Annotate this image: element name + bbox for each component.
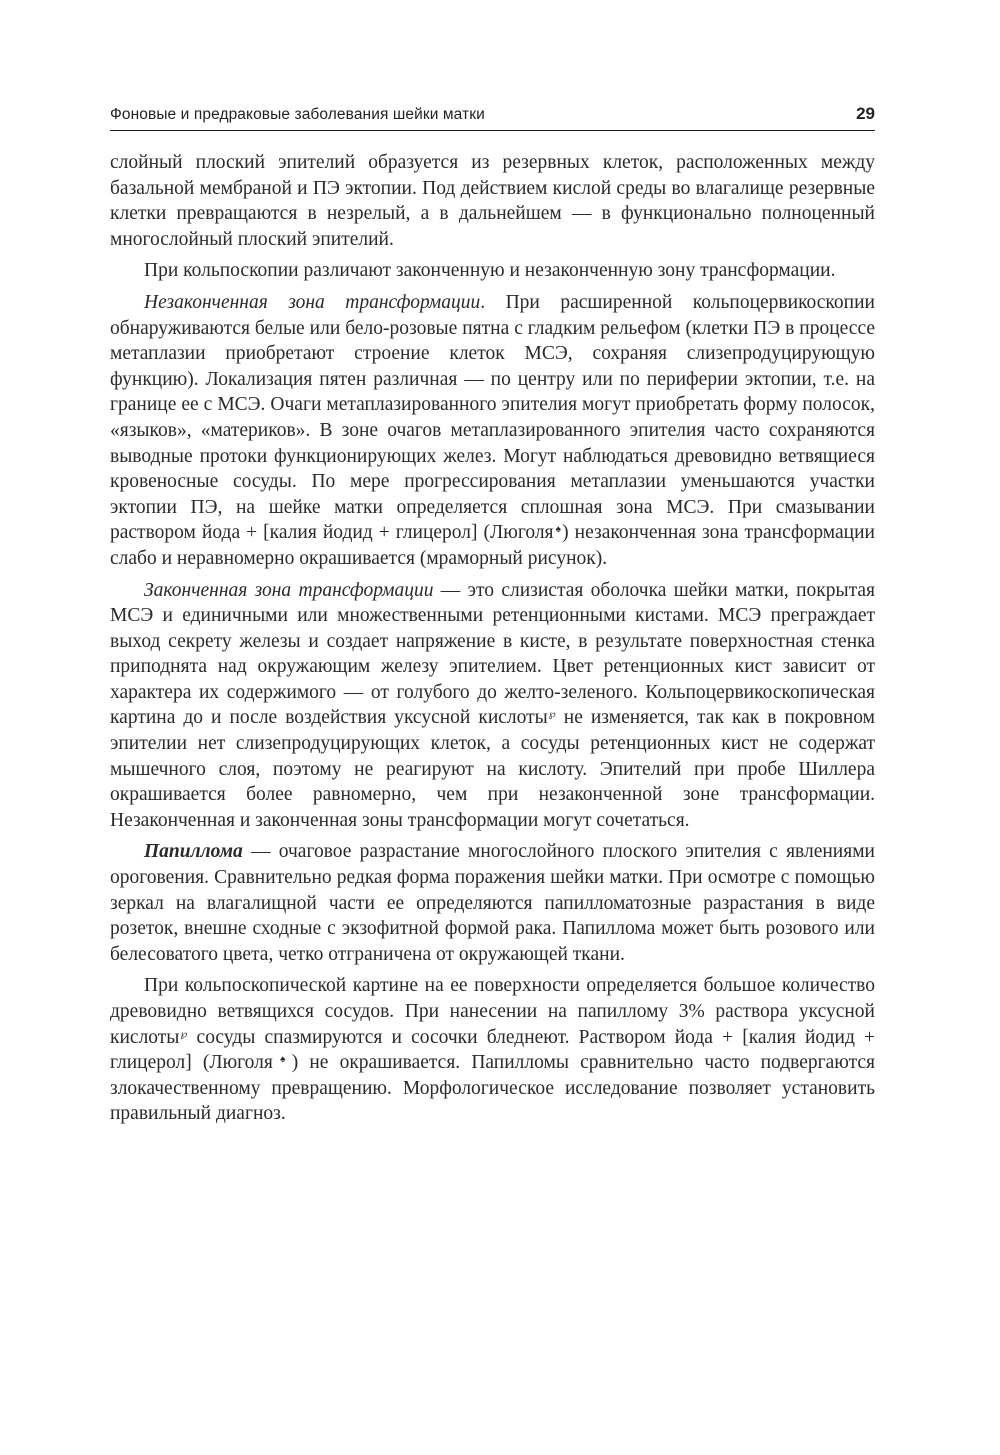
term-incomplete-transformation-zone: Незаконченная зона трансформации — [144, 291, 481, 313]
paragraph-text: . При расширенной кольпоцервикоскопии обнаруживаются белые или бело-розовые пятна с гладким рельефом (клетки ПЭ в процессе метаплазии приобретают строение клеток МСЭ, сохраняя слизепродуцирующую функцию). Локализация пятен различная — по центру или по периферии эктопии, т.е. на границе ее с МСЭ. Очаги метаплазированного эпителия могут приобретать форму полосок, «языков», «материков». В зоне очагов метаплазированного эпителия часто сохраняются выводные протоки функционирующих желез. Могут наблюдаться древовидно ветвящиеся кровеносные сосуды. По мере прогрессирования метаплазии уменьшаются участки эктопии ПЭ, на шейке матки определяется сплошная зона МСЭ. При смазывании раствором йода + [калия йодид + глицерол] (Люголя — [110, 291, 875, 544]
paragraph-text: ) незаконченная зона трансформации слабо и неравномерно окрашивается (мраморный рисунок). — [110, 522, 875, 569]
term-complete-transformation-zone: Законченная зона трансформации — [144, 579, 434, 601]
paragraph-text: не изменяется, так как в покровном эпителии нет слизепродуцирующих клеток, а сосуды ретенционных кист не содержат мышечного слоя, поэтому не реагируют на кислоту. Эпителий при пробе Шиллера окрашивается более равномерно, чем при незаконченной зоне трансформации. Незаконченная и законченная зоны трансформации могут сочетаться. — [110, 707, 875, 831]
paragraph-5 — [110, 839, 875, 967]
drug-mark: ♠ — [554, 524, 563, 536]
running-header — [110, 104, 875, 131]
paragraph-1 — [110, 150, 875, 252]
drug-mark: ℘ — [548, 709, 556, 721]
paragraph-6 — [110, 973, 875, 1127]
paragraph-text: слойный плоский эпителий образуется из резервных клеток, расположенных между базальной мембраной и ПЭ эктопии. Под действием кислой среды во влагалище резервные клетки превращаются в незрелый, а в дальнейшем — в функционально полноценный многослойный плоский эпителий. — [110, 152, 875, 250]
paragraph-text: — очаговое разрастание многослойного плоского эпителия с явлениями ороговения. Сравнительно редкая форма поражения шейки матки. При осмотре с помощью зеркал на влагалищной части ее определяются папилломатозные разрастания в виде розеток, внешне сходные с экзофитной формой рака. Папиллома может быть розового или белесоватого цвета, четко отграничена от окружающей ткани. — [110, 841, 875, 965]
paragraph-text: — это слизистая оболочка шейки матки, покрытая МСЭ и единичными или множественными ретенционными кистами. МСЭ преграждает выход секрету железы и создает напряжение в кисте, в результате поверхностная стенка приподнята над окружающим железу эпителием. Цвет ретенционных кист зависит от характера их содержимого — от голубого до желто-зеленого. Кольпоцервикоскопическая картина до и после воздействия уксусной кислоты — [110, 579, 875, 729]
paragraph-text: сосуды спазмируются и сосочки бледнеют. Раствором йода + [калия йодид + глицерол] (Люголя — [110, 1026, 875, 1074]
paragraph-text: При кольпоскопической картине на ее поверхности определяется большое количество древовидно ветвящихся сосудов. При нанесении на папиллому 3% раствора уксусной кислоты — [110, 975, 875, 1048]
paragraph-3 — [110, 290, 875, 572]
drug-mark: ♠ — [273, 1054, 292, 1066]
body-text — [110, 150, 875, 1127]
drug-mark: ℘ — [180, 1028, 188, 1040]
term-papilloma: Папиллома — [144, 841, 243, 863]
paragraph-text: ) не окрашивается. Папилломы сравнительно часто подвергаются злокачественному превращению. Морфологическое исследование позволяет установить правильный диагноз. — [110, 1052, 876, 1125]
paragraph-4 — [110, 578, 875, 834]
paragraph-2 — [110, 258, 875, 284]
page-number: 29 — [856, 104, 875, 123]
paragraph-text: При кольпоскопии различают законченную и незаконченную зону трансформации. — [144, 260, 836, 282]
chapter-title: Фоновые и предраковые заболевания шейки матки — [110, 106, 485, 123]
